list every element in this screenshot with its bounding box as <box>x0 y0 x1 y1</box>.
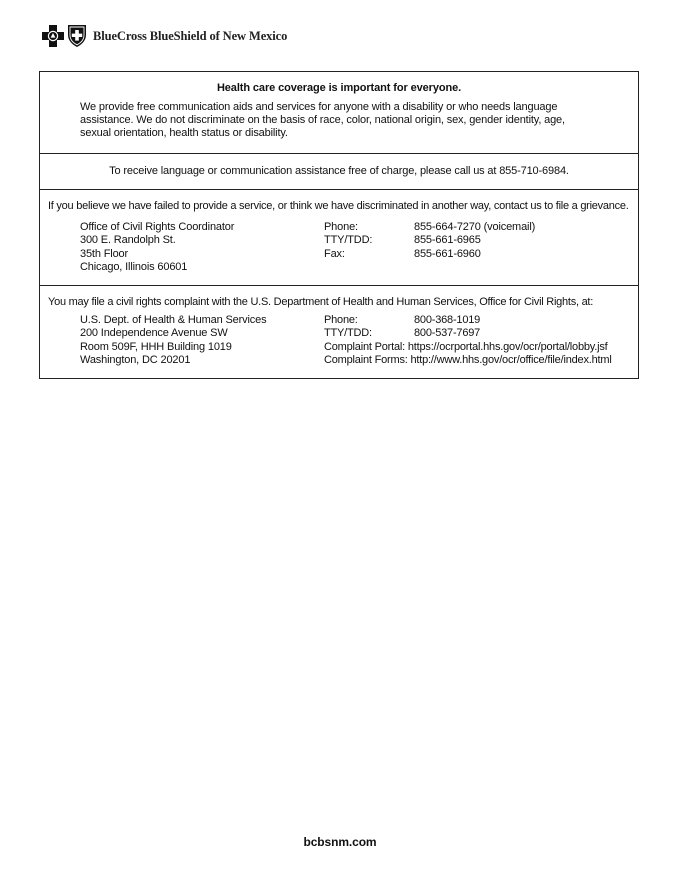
address-line: Room 509F, HHH Building 1019 <box>80 340 232 353</box>
tty-label: TTY/TDD: <box>324 327 372 340</box>
address-line: U.S. Dept. of Health & Human Services <box>80 314 267 326</box>
address-line: Washington, DC 20201 <box>80 353 191 366</box>
complaint-contacts <box>324 314 612 367</box>
address-line: Chicago, Illinois 60601 <box>80 260 188 273</box>
brand-name: BlueCross BlueShield of New Mexico <box>93 28 288 43</box>
complaint-phone-row <box>324 314 612 327</box>
address-line: Office of Civil Rights Coordinator <box>80 221 235 233</box>
address-line: 300 E. Randolph St. <box>80 234 176 247</box>
notice-heading: Health care coverage is important for everyone. <box>216 82 462 94</box>
assistance-section <box>40 154 638 190</box>
notice-box <box>39 71 639 379</box>
tty-label: TTY/TDD: <box>324 234 373 247</box>
grievance-contact-values <box>414 221 535 261</box>
portal-link[interactable]: https://ocrportal.hhs.gov/ocr/portal/lobby.jsf <box>407 340 608 353</box>
complaint-section <box>40 286 638 378</box>
nondiscrimination-paragraph: We provide free communication aids and services for anyone with a disability or who needs language assistance. We do not discriminate on the basis of race, color, national origin, sex, gender identity, age, sexual orientation, health status or disability. <box>80 101 565 139</box>
blue-cross-icon <box>42 25 64 47</box>
grievance-intro: If you believe we have failed to provide a service, or think we have discriminated in another way, contact us to file a grievance. <box>48 200 629 212</box>
address-line: 35th Floor <box>80 247 129 260</box>
assistance-line: To receive language or communication assistance free of charge, please call us at 855-710-6984. <box>109 165 569 177</box>
tty-value: 800-537-7697 <box>414 327 481 340</box>
coverage-section <box>40 72 638 154</box>
blue-shield-icon <box>67 24 87 48</box>
forms-label: Complaint Forms: <box>324 353 408 366</box>
phone-value: 800-368-1019 <box>414 314 481 326</box>
phone-value: 855-664-7270 (voicemail) <box>414 221 536 233</box>
tty-value: 855-661-6965 <box>414 234 481 247</box>
complaint-intro: You may file a civil rights complaint with the U.S. Department of Health and Human Services, Office for Civil Rights, at: <box>48 296 594 308</box>
fax-label: Fax: <box>324 247 345 260</box>
fax-value: 855-661-6960 <box>414 247 481 260</box>
complaint-portal-row <box>324 341 612 354</box>
grievance-section <box>40 190 638 286</box>
complaint-tty-row <box>324 327 612 340</box>
phone-label: Phone: <box>324 221 358 233</box>
portal-label: Complaint Portal: <box>324 340 405 353</box>
grievance-address <box>80 221 234 274</box>
footer-website[interactable]: bcbsnm.com <box>303 835 377 849</box>
complaint-address <box>80 314 266 367</box>
address-line: 200 Independence Avenue SW <box>80 327 228 340</box>
complaint-forms-row <box>324 354 612 367</box>
phone-label: Phone: <box>324 314 358 326</box>
forms-link[interactable]: http://www.hhs.gov/ocr/office/file/index.html <box>410 353 612 366</box>
grievance-contact-labels <box>324 221 372 261</box>
brand-logo <box>42 24 287 48</box>
